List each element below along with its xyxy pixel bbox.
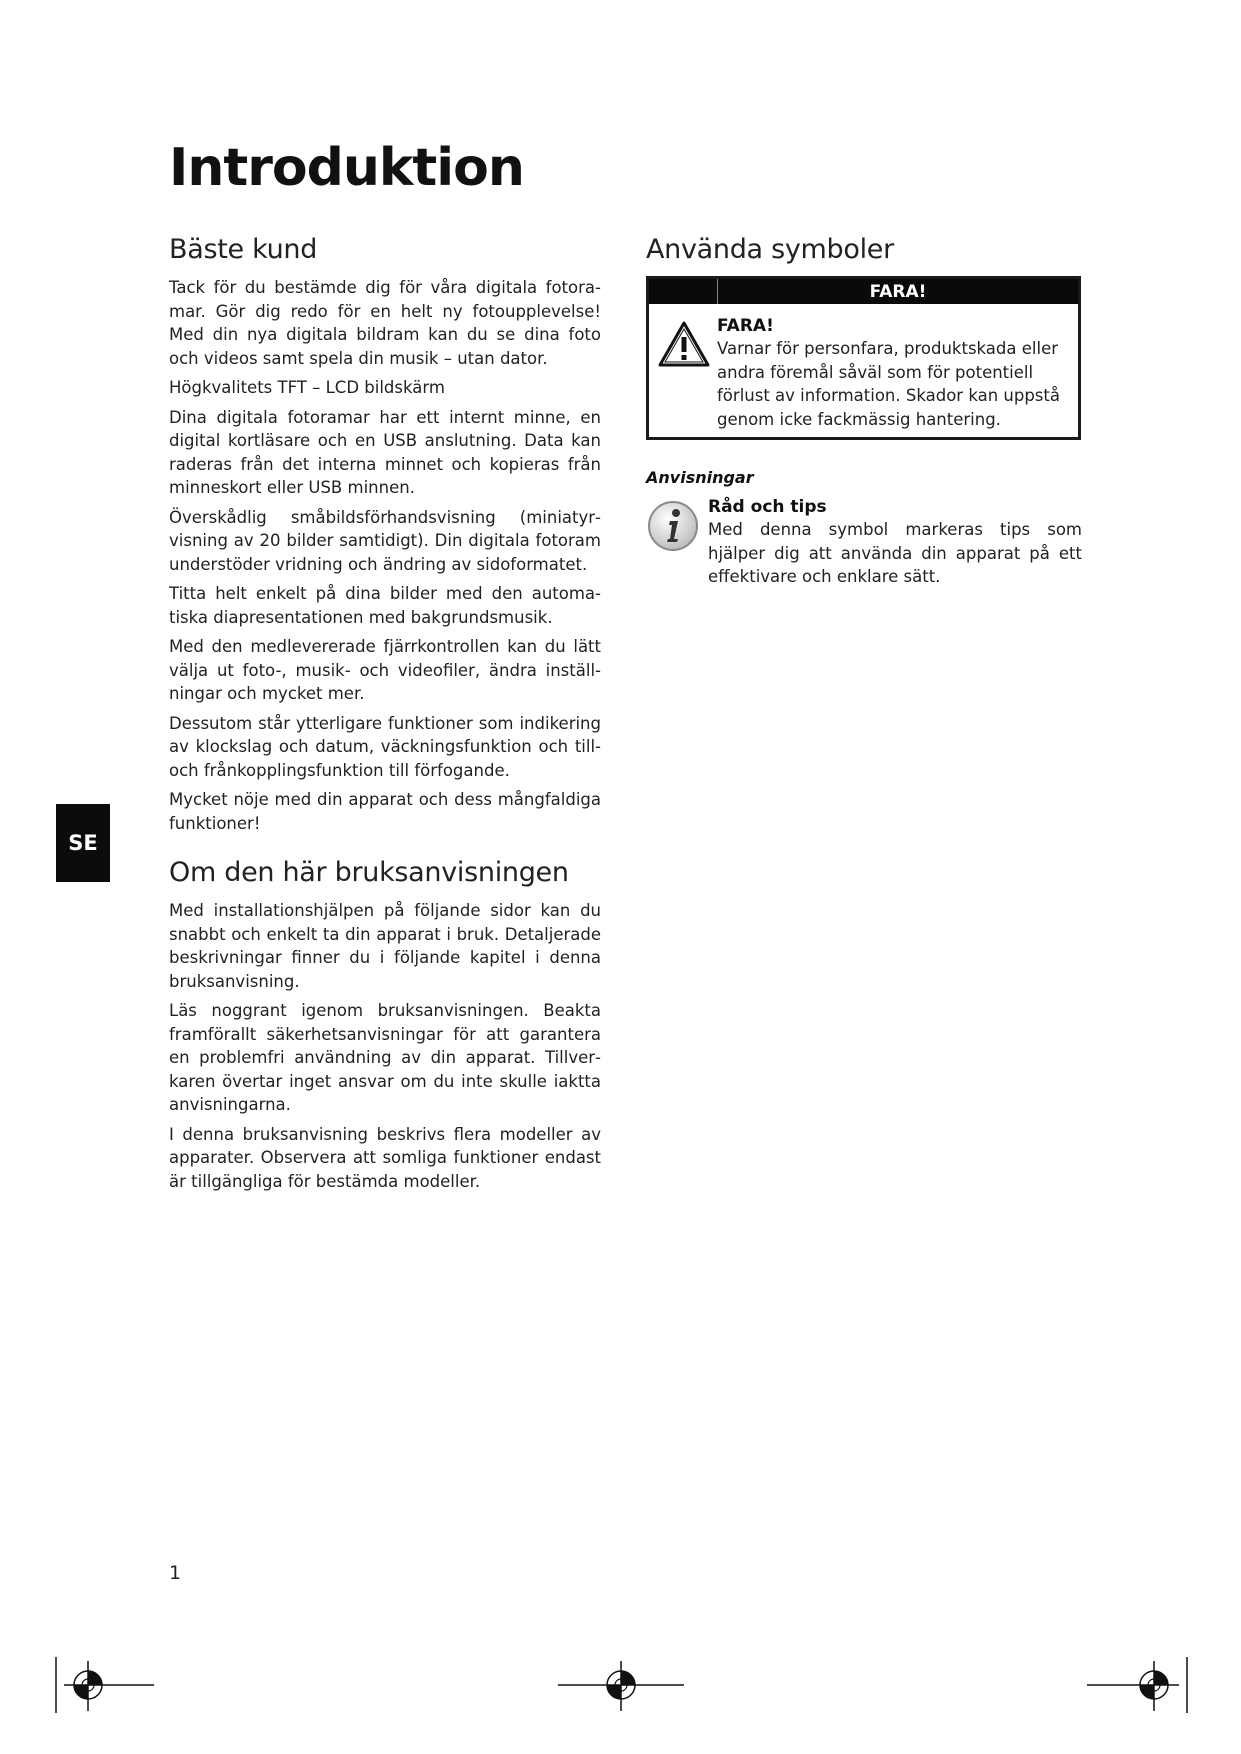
paragraph: I denna bruksanvisning beskrivs flera modeller av apparater. Observera att somliga funktioner endast är tillgängliga för bestämda modeller. bbox=[169, 1124, 601, 1191]
paragraph: Läs noggrant igenom bruksanvisningen. Beakta framförallt säkerhetsanvisningar för att garantera en problemfri användning av din apparat. Tillverkaren övertar inget ansvar om du inte skulle iaktta anvisningarna. bbox=[169, 1001, 601, 1114]
right-column bbox=[646, 234, 1082, 589]
paragraph: Med den medlevererade fjärrkontrollen kan du lätt välja ut foto-, musik- och videofiler, ändra inställningar och mycket mer. bbox=[169, 637, 601, 703]
paragraph: Titta helt enkelt på dina bilder med den automatiska diapresentationen med bakgrundsmusik. bbox=[169, 584, 601, 627]
paragraph: Med installationshjälpen på följande sidor kan du snabbt och enkelt ta din apparat i bruk. Detaljerade beskrivningar finner du i följande kapitel i denna bruksanvisning. bbox=[169, 901, 601, 991]
page-title: Introduktion bbox=[169, 138, 524, 198]
danger-header bbox=[649, 279, 1078, 304]
registration-mark-icon bbox=[52, 1655, 157, 1715]
danger-text: Varnar för personfara, produktskada eller andra föremål såväl som för potentiell förlust av information. Skador kan uppstå genom icke fackmässig hantering. bbox=[717, 339, 1060, 429]
danger-title: FARA! bbox=[717, 316, 774, 336]
paragraph: Dessutom står ytterligare funktioner som indikering av klockslag och datum, väckningsfunktion och till- och frånkopplingsfunktion till förfogande. bbox=[169, 713, 601, 780]
info-icon bbox=[646, 497, 708, 589]
page-number: 1 bbox=[169, 1562, 182, 1584]
section-heading-symbols: Använda symboler bbox=[646, 234, 894, 265]
warning-triangle-icon bbox=[657, 316, 713, 431]
language-tab: SE bbox=[56, 804, 110, 882]
paragraph: Tack för du bestämde dig för våra digitala fotoramar. Gör dig redo för en helt ny fotoupplevelse! Med din nya digitala bildram kan du se dina foto och videos samt spela din musik – utan dator. bbox=[169, 278, 601, 368]
section-heading-dear-customer: Bäste kund bbox=[169, 234, 318, 265]
left-column bbox=[169, 234, 601, 1199]
danger-notice-box bbox=[646, 276, 1081, 440]
tip-notice bbox=[646, 497, 1082, 589]
paragraph: Mycket nöje med din apparat och dess mångfaldiga funktioner! bbox=[169, 790, 601, 833]
paragraph: Högkvalitets TFT – LCD bildskärm bbox=[169, 378, 445, 397]
danger-header-label: FARA! bbox=[869, 281, 927, 302]
registration-mark-icon bbox=[1085, 1655, 1195, 1715]
registration-mark-icon bbox=[556, 1655, 686, 1715]
section-heading-about-manual: Om den här bruksanvisningen bbox=[169, 857, 569, 888]
paragraph: Överskådlig småbildsförhandsvisning (miniatyrvisning av 20 bilder samtidigt). Din digitala fotoram understöder vridning och ändring av sidoformatet. bbox=[169, 507, 601, 574]
tip-title: Råd och tips bbox=[708, 497, 827, 517]
tip-text: Med denna symbol markeras tips som hjälper dig att använda din apparat på ett effektivare och enklare sätt. bbox=[708, 520, 1082, 586]
paragraph: Dina digitala fotoramar har ett internt minne, en digital kortläsare och en USB anslutning. Data kan raderas från det interna minnet och kopieras från minneskort eller USB minnen. bbox=[169, 407, 601, 497]
notes-label: Anvisningar bbox=[646, 468, 754, 487]
